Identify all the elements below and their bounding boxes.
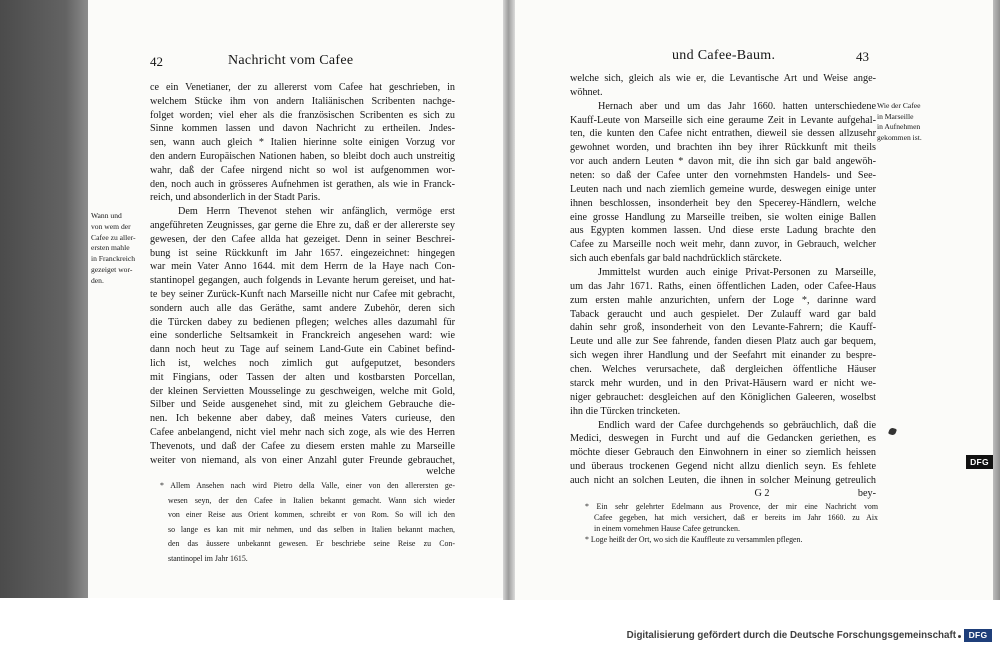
text-line: [570, 127, 876, 141]
text-line-text: Silber und Seide ausgenehet sind, mit zu gleichem Gebrauche die-: [150, 399, 455, 411]
text-line: [150, 109, 455, 123]
text-line-text: war mein Vater Anno 1644. mit dem Herrn de la Haye nach Con-: [150, 261, 455, 273]
margin-note-line: [91, 276, 148, 287]
text-line-text: sich wegen ihrer Handlung und der Seefahrt mit einander zu bespre-: [570, 350, 876, 362]
text-line-text: ihnen beschlossen, insonderheit bey den Specerey-Händlern, welche: [570, 197, 876, 209]
text-line-text: weiter von niemand, als von einer Anzahl guter Freunde gebrauchet,: [150, 454, 455, 466]
right-page-number: 43: [856, 49, 869, 64]
text-line-text: Dem Herrn Thevenot stehen wir anfänglich, vermöge erst: [178, 206, 455, 218]
text-line: [150, 440, 455, 454]
text-line-text: Leuten nach und nach ziemlich gemeine wurde, deswegen einige unter: [570, 183, 876, 195]
text-line: [570, 280, 876, 294]
footnote-line: [168, 523, 455, 538]
footnote-line-text: Cafee gegeben, hat mich versichert, daß er bereits im Jahr 1660. zu Aix: [594, 513, 878, 522]
footnote-line-text: * Ein sehr gelehrter Edelmann aus Provence, der mir eine Nachricht vom: [585, 502, 878, 511]
text-line-text: ce ein Venetianer, der zu allererst vom Cafee hat geschrieben, in: [150, 82, 455, 93]
margin-note-line-text: Wann und: [91, 211, 122, 220]
text-line: [150, 274, 455, 288]
footnote-line-text: * Loge heißt der Ort, wo sich die Kauffleute zu versammlen pflegen.: [585, 535, 803, 544]
text-line-text: sich auch ebenfals gar bald nachdrücklich stärckete.: [570, 253, 782, 265]
margin-note-line-text: ersten mahle: [91, 243, 130, 253]
margin-note-line-text: gezeiget wor-: [91, 265, 133, 274]
text-line: [150, 398, 455, 412]
text-line: [150, 288, 455, 302]
text-line: [570, 405, 876, 419]
text-line: [150, 357, 455, 371]
text-line-text: eine sonderliche Seltsamkeit in Franckreich angesehen ward: wie: [150, 330, 455, 342]
text-line-text: dahin sehr groß, insonderheit von den Levante-Fahrern; die Kauff-: [570, 322, 876, 334]
text-line: [150, 150, 455, 164]
text-line: [570, 86, 876, 100]
footnote-line: [168, 552, 455, 567]
text-line-text: Thevenots, und daß der Cafee zu diesem ersten mahle zu Marseille: [150, 440, 455, 452]
footnote-line-text: wesen seyn, der den Cafee in Italien bekannt gemacht. Wann sich wieder: [168, 495, 455, 505]
text-line-text: niger gebrauchet: desgleichen auf den Königlichen Galeeren, woselbst: [570, 391, 876, 403]
text-line-text: te bey seiner Zurück-Kunft nach Marseille nicht nur Cafee mit gebracht,: [150, 289, 455, 300]
margin-note-line: [91, 243, 148, 254]
text-line-text: gewohnet worden, und brachten ihn bey ihrer Rückkunft mit theils: [570, 142, 876, 154]
text-line: [570, 419, 876, 433]
text-line-text: der kleinen Servietten Mousselinge zu geschweigen, welche mit Gold,: [150, 385, 455, 397]
text-line: [570, 460, 876, 474]
text-line: [150, 426, 455, 440]
text-line-text: aus Egypten kommen lassen. Und diese erste Ladung brachte den: [570, 225, 876, 237]
text-line-text: Hernach aber und um das Jahr 1660. hatten unterschiedene: [598, 100, 876, 112]
right-catchword: bey-: [857, 488, 876, 499]
text-line: [150, 247, 455, 261]
text-line: [570, 446, 876, 460]
dfg-edge-logo: DFG: [966, 455, 993, 469]
text-line: [150, 219, 455, 233]
text-line-text: eine grosse Handlung zu Marseille treiben, sie wolten einige Ballen: [570, 211, 876, 223]
text-line-text: den, noch auch in grösseres Aufnehmen ist gerathen, als wie in Franck-: [150, 178, 455, 190]
scan-border-left: [0, 0, 88, 598]
text-line: [150, 136, 455, 150]
text-line: [570, 100, 876, 114]
text-line-text: folget worden; viel eher als die französischen Scribenten es sich zu: [150, 109, 455, 121]
right-running-head: und Cafee-Baum.: [672, 48, 776, 63]
text-line-text: Sinne kommen lassen und davon Nachricht zu ertheilen. Jndes-: [150, 123, 455, 135]
text-line-text: Cafee anbelangend, nicht viel mehr nach sich zoge, als wie des Herren: [150, 427, 455, 438]
footnote-line: [585, 501, 878, 512]
text-line-text: Leute und alle zur See fahrende, fanden diesen Platz auch gar bequem,: [570, 336, 876, 348]
text-line: [570, 238, 876, 252]
text-line-text: Cafee zu Marseille noch weit mehr, dann zuvor, in Gebrauch, welcher: [570, 239, 876, 251]
text-line: [570, 114, 876, 128]
text-line-text: wahr, daß der Cafee nirgend nicht so wol ist aufgenommen wor-: [150, 164, 455, 176]
text-line-text: zum ersten mahle anzurichten, unfern der Loge *, darinne ward: [570, 294, 876, 306]
text-line-text: lich ist, welches noch zimlich gut aufgeputzet, besonders: [150, 358, 455, 369]
margin-note-line: [877, 112, 935, 123]
book-gutter: [503, 0, 515, 600]
footnote-line: [594, 523, 878, 534]
text-line-text: welche sich, gleich als wie er, die Levantische Art und Weise ange-: [570, 73, 876, 84]
text-line-text: ihn die Türcken trincketen.: [570, 405, 681, 417]
text-line-text: wöhnet.: [570, 86, 603, 98]
text-line-text: auch nicht an solchen Leuten, die ihnen in solcher Meinung getreulich: [570, 474, 876, 486]
footnote-line: [160, 479, 455, 494]
text-line: [570, 335, 876, 349]
text-line: [570, 211, 876, 225]
footnote-line: [168, 494, 455, 509]
margin-note-line-text: Cafee zu aller-: [91, 232, 136, 242]
footnote-line: [168, 537, 455, 552]
margin-note-line: [91, 233, 148, 244]
text-line: [570, 155, 876, 169]
text-line: [150, 191, 455, 205]
footnote-line: [585, 534, 878, 545]
footnote-line: [594, 512, 878, 523]
text-line-text: welchem Stücke ihm von andern Italiänischen Scribenten nachge-: [150, 95, 455, 107]
text-line-text: neten: so daß der Cafee unter den vornehmsten Handels- und See-: [570, 170, 876, 182]
text-line-text: sen, wann auch gleich * Italien hierinne solte einigen Vorzug vor: [150, 137, 455, 149]
text-line: [150, 81, 455, 95]
left-catchword: welche: [426, 466, 455, 477]
text-line-text: und überaus trockenen Gegend nicht allzu dienlich seyn. Es fehlete: [570, 461, 876, 473]
text-line: [570, 349, 876, 363]
text-line: [150, 385, 455, 399]
text-line: [150, 371, 455, 385]
margin-note-line: [877, 101, 935, 112]
text-line-text: Kauff-Leute von Marseille sich eine geraume Zeit in Levante aufgehal-: [570, 114, 876, 126]
text-line: [150, 329, 455, 343]
text-line-text: um das Jahr 1671. Raths, einen öffentlichen Laden, oder Cafee-Haus: [570, 280, 876, 292]
text-line-text: bung ist seine Rückkunft im Jahr 1657. eingezeichnet: hingegen: [150, 247, 455, 259]
text-line: [570, 183, 876, 197]
dfg-logo: DFG: [964, 629, 992, 642]
text-line-text: dann noch heut zu Tage auf seinem Land-Gute ein Cabinet befind-: [150, 344, 455, 356]
margin-note-line-text: von wem der: [91, 221, 131, 231]
text-line: [570, 308, 876, 322]
text-line-text: mit Fingians, oder Tassen der alten und kostbarsten Porcellan,: [150, 371, 455, 383]
text-line-text: angeführeten Zeugnisses, gar gerne die Ehre zu, daß er der allererste sey: [150, 220, 455, 231]
text-line: [570, 294, 876, 308]
text-line-text: Medici, deswegen in Furcht und auf die Gedancken geriethen, es: [570, 433, 876, 445]
text-line-text: möchte dieser Gebrauch den Einwohnern in einer so ziemlich heissen: [570, 447, 876, 459]
text-line: [150, 302, 455, 316]
text-line: [570, 432, 876, 446]
text-line-text: chen. Welches verursachete, daß dergleichen öffentliche Häuser: [570, 364, 876, 376]
text-line: [570, 197, 876, 211]
text-line: [150, 412, 455, 426]
text-line: [570, 141, 876, 155]
text-line: [570, 72, 876, 86]
text-line-text: den andern Europäischen Nationen haben, so bleibt doch auch unstreitig: [150, 151, 455, 162]
text-line: [570, 266, 876, 280]
footnote-line: [168, 508, 455, 523]
text-line: [150, 122, 455, 136]
margin-note-line: [91, 265, 148, 276]
margin-note-line: [877, 122, 935, 133]
text-line-text: die Türcken dabey zu bedienen pflegen; welches alles dazumahl für: [150, 316, 455, 328]
text-line: [570, 224, 876, 238]
text-line: [570, 252, 876, 266]
text-line: [150, 454, 455, 468]
signature-mark: G 2: [754, 488, 770, 499]
text-line-text: stantinopel gegangen, auch folgends in Levante herum gereiset, und hat-: [150, 275, 455, 287]
text-line-text: vor auch andern Leuten * davon mit, die ihn sich gar bald angewöh-: [570, 156, 876, 168]
text-line-text: ten, die kunten den Cafee nicht entrathen, dieweil sie dessen allzusehr: [570, 128, 876, 140]
text-line-text: Taback geraucht und auch gespielet. Der Zulauff ward gar bald: [570, 308, 876, 320]
text-line: [150, 178, 455, 192]
margin-note-line-text: den.: [91, 275, 104, 285]
text-line: [570, 391, 876, 405]
text-line: [570, 169, 876, 183]
footnote-line-text: * Allem Ansehen nach wird Pietro della Valle, einer von den allerersten ge-: [160, 481, 455, 490]
scan-border-right: [993, 0, 1000, 600]
margin-note-line-text: in Marseille: [877, 111, 914, 121]
text-line: [570, 474, 876, 488]
text-line-text: gewesen, der den Cafee allda hat gezeiget. Denn in seiner Beschrei-: [150, 233, 455, 245]
left-page-number: 42: [150, 54, 163, 69]
margin-note-line: [91, 222, 148, 233]
text-line-text: Jmmittelst wurden auch einige Privat-Personen zu Marseille,: [598, 267, 876, 279]
margin-note-line: [877, 133, 935, 144]
margin-note-line-text: Wie der Cafee: [877, 101, 921, 110]
text-line-text: sondern auch alle das Geräthe, samt andere Zubehör, deren sich: [150, 302, 455, 314]
text-line: [570, 363, 876, 377]
footnote-line-text: von einer Reise aus Orient kommen, schreibt er von Rom. So will ich den: [168, 510, 455, 519]
footnote-line-text: den das äussere unbekannt gewesen. Er beschriebe seine Reise zu Con-: [168, 539, 455, 548]
margin-note-line-text: in Franckreich: [91, 254, 136, 264]
text-line: [150, 205, 455, 219]
text-line: [150, 316, 455, 330]
footer-credit: Digitalisierung gefördert durch die Deutsche Forschungsgemeinschaft: [626, 630, 956, 641]
footer-separator-icon: [958, 635, 961, 638]
text-line: [150, 164, 455, 178]
margin-note-line-text: in Aufnehmen: [877, 122, 921, 131]
text-line: [150, 260, 455, 274]
margin-note-line: [91, 254, 148, 265]
text-line: [570, 377, 876, 391]
margin-note-line: [91, 211, 148, 222]
text-line: [150, 95, 455, 109]
footnote-line-text: in einem vornehmen Hause Cafee getruncken.: [594, 524, 740, 533]
margin-note-line-text: gekommen ist.: [877, 132, 922, 142]
left-running-head: Nachricht vom Cafee: [228, 53, 354, 68]
footnote-line-text: so lange es kan mit mir nehmen, und das selben in Italien bekannt machen,: [168, 524, 455, 534]
text-line-text: Endlich ward der Cafee durchgehends so gebräuchlich, daß die: [598, 419, 876, 431]
text-line: [150, 343, 455, 357]
text-line-text: reich, und absonderlich in der Stadt Paris.: [150, 192, 321, 204]
text-line: [150, 233, 455, 247]
text-line-text: nen. Ich bekenne aber dabey, daß meines Vaters curieuse, den: [150, 413, 455, 425]
text-line: [570, 321, 876, 335]
footnote-line-text: stantinopel im Jahr 1615.: [168, 553, 248, 563]
text-line-text: starck mehr wurden, und in den Privat-Häusern ward er nicht we-: [570, 377, 876, 389]
